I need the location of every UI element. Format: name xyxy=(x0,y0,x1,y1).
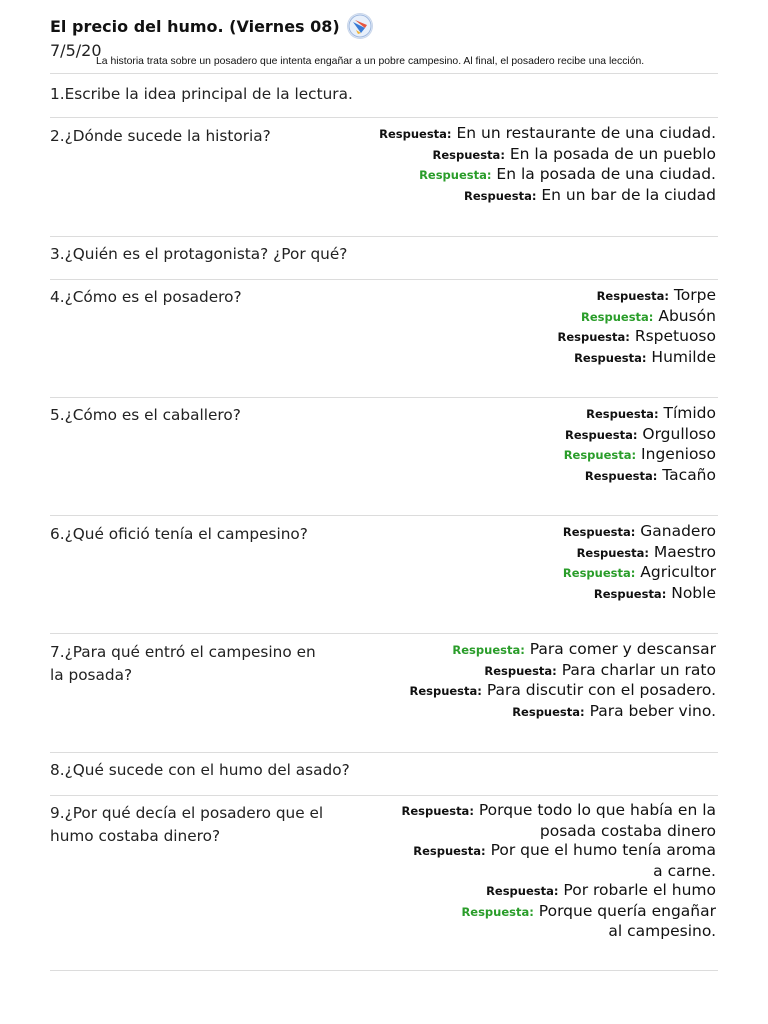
question-9 xyxy=(50,802,323,848)
divider xyxy=(50,515,718,516)
answer-option[interactable] xyxy=(379,124,716,145)
answer-label: Respuesta: xyxy=(512,704,585,719)
question-7 xyxy=(50,641,316,687)
divider xyxy=(50,117,718,118)
answer-option[interactable] xyxy=(557,348,716,369)
answer-label-correct: Respuesta: xyxy=(562,566,636,580)
answer-label: Respuesta: xyxy=(574,350,647,365)
answer-label: Respuesta: xyxy=(593,586,667,601)
answer-option-correct[interactable] xyxy=(409,640,716,661)
answer-label: Respuesta: xyxy=(562,525,636,539)
divider xyxy=(50,279,718,280)
answer-text: Noble xyxy=(671,583,716,602)
answer-text: Para charlar un rato xyxy=(561,660,716,679)
answer-option[interactable] xyxy=(563,522,716,543)
answer-text: Maestro xyxy=(653,542,716,561)
answers-4 xyxy=(557,286,716,368)
answer-continuation: al campesino. xyxy=(608,922,716,940)
answer-text: Ganadero xyxy=(640,522,716,540)
answer-option[interactable] xyxy=(564,425,716,446)
question-9-line-1: 9.¿Por qué decía el posadero que el xyxy=(50,804,324,822)
answer-text: Por robarle el humo xyxy=(563,881,716,899)
answer-option[interactable] xyxy=(563,584,716,605)
question-3: 3.¿Quién es el protagonista? ¿Por qué? xyxy=(50,245,348,263)
answer-label-correct: Respuesta: xyxy=(461,904,534,919)
answer-text: En un bar de la ciudad xyxy=(541,185,716,204)
answer-option[interactable] xyxy=(564,466,716,487)
divider xyxy=(50,633,718,634)
answer-label: Respuesta: xyxy=(586,407,659,421)
answer-option[interactable] xyxy=(402,801,717,841)
answer-text: Humilde xyxy=(651,347,716,366)
question-7-line-1: 7.¿Para qué entró el campesino en xyxy=(50,643,316,661)
answer-label: Respuesta: xyxy=(484,663,557,678)
divider xyxy=(50,795,718,796)
answer-text: Ingenioso xyxy=(641,445,716,463)
page-title: El precio del humo. (Viernes 08) xyxy=(50,16,340,36)
answer-option-correct[interactable] xyxy=(379,165,716,186)
answer-option[interactable] xyxy=(409,661,716,682)
answer-label: Respuesta: xyxy=(464,188,537,203)
answer-option-correct[interactable] xyxy=(402,902,717,942)
answer-option[interactable] xyxy=(379,186,716,207)
answer-option[interactable] xyxy=(564,404,716,425)
answer-option[interactable] xyxy=(563,543,716,564)
answer-label-correct: Respuesta: xyxy=(419,168,492,182)
divider xyxy=(50,73,718,74)
question-5: 5.¿Cómo es el caballero? xyxy=(50,406,241,424)
answer-label: Respuesta: xyxy=(413,844,486,858)
answer-text: Para discutir con el posadero. xyxy=(486,681,716,699)
answer-text: Para beber vino. xyxy=(589,701,716,720)
answer-option[interactable] xyxy=(409,681,716,702)
answers-7 xyxy=(409,640,716,722)
answer-option[interactable] xyxy=(379,145,716,166)
divider xyxy=(50,752,718,753)
answer-text: En un restaurante de una ciudad. xyxy=(456,124,716,142)
answer-text: En la posada de una ciudad. xyxy=(496,165,716,183)
answer-label: Respuesta: xyxy=(409,684,482,698)
answer-label: Respuesta: xyxy=(379,127,452,141)
answer-text: Torpe xyxy=(673,286,716,304)
answer-label-correct: Respuesta: xyxy=(452,643,525,657)
answers-9 xyxy=(402,801,717,942)
answer-text: Orgulloso xyxy=(642,424,716,443)
answer-option[interactable] xyxy=(557,327,716,348)
title-row xyxy=(50,12,730,40)
answer-text: Por que el humo tenía aroma xyxy=(490,841,716,859)
divider xyxy=(50,397,718,398)
answer-text: Agricultor xyxy=(640,563,716,581)
question-6: 6.¿Qué ofició tenía el campesino? xyxy=(50,525,308,543)
divider xyxy=(50,970,718,971)
answer-text: Porque todo lo que había en la xyxy=(478,801,716,819)
document-header xyxy=(50,12,730,60)
answer-text: En la posada de un pueblo xyxy=(509,144,716,163)
answer-continuation: posada costaba dinero xyxy=(539,821,716,840)
answer-text: Para comer y descansar xyxy=(529,640,716,658)
question-4: 4.¿Cómo es el posadero? xyxy=(50,288,242,306)
answer-option[interactable] xyxy=(409,702,716,723)
answer-label: Respuesta: xyxy=(584,468,658,483)
answer-label: Respuesta: xyxy=(557,330,630,344)
answers-2 xyxy=(379,124,716,206)
answer-continuation: a carne. xyxy=(653,861,716,880)
answer-option[interactable] xyxy=(402,881,717,902)
answer-label-correct: Respuesta: xyxy=(580,309,654,324)
answer-option-correct[interactable] xyxy=(564,445,716,466)
answers-5 xyxy=(564,404,716,486)
question-7-line-2: la posada? xyxy=(50,666,133,684)
answer-option-correct[interactable] xyxy=(563,563,716,584)
summary-text: La historia trata sobre un posadero que intenta engañar a un pobre campesino. Al final, el posadero recibe una lección. xyxy=(96,56,645,67)
answer-label: Respuesta: xyxy=(596,289,669,303)
answers-6 xyxy=(563,522,716,604)
answer-label: Respuesta: xyxy=(565,427,638,442)
answer-text: Rspetuoso xyxy=(634,327,716,345)
answer-text: Tacaño xyxy=(662,465,716,484)
answer-label: Respuesta: xyxy=(576,545,649,560)
answer-option-correct[interactable] xyxy=(557,307,716,328)
app-logo-icon xyxy=(348,14,372,38)
answer-label: Respuesta: xyxy=(432,147,505,162)
answer-option[interactable] xyxy=(402,841,717,881)
answer-label-correct: Respuesta: xyxy=(563,448,637,462)
question-9-line-2: humo costaba dinero? xyxy=(50,827,221,845)
question-2: 2.¿Dónde sucede la historia? xyxy=(50,127,271,145)
answer-label: Respuesta: xyxy=(401,804,474,818)
divider xyxy=(50,236,718,237)
question-1: 1.Escribe la idea principal de la lectura. xyxy=(50,85,353,103)
answer-text: Tímido xyxy=(663,404,716,422)
answer-text: Abusón xyxy=(658,306,716,325)
question-8: 8.¿Qué sucede con el humo del asado? xyxy=(50,761,350,779)
date-text: 7/5/20 xyxy=(50,41,102,60)
answer-label: Respuesta: xyxy=(486,884,559,898)
answer-option[interactable] xyxy=(557,286,716,307)
answer-text: Porque quería engañar xyxy=(538,901,716,920)
